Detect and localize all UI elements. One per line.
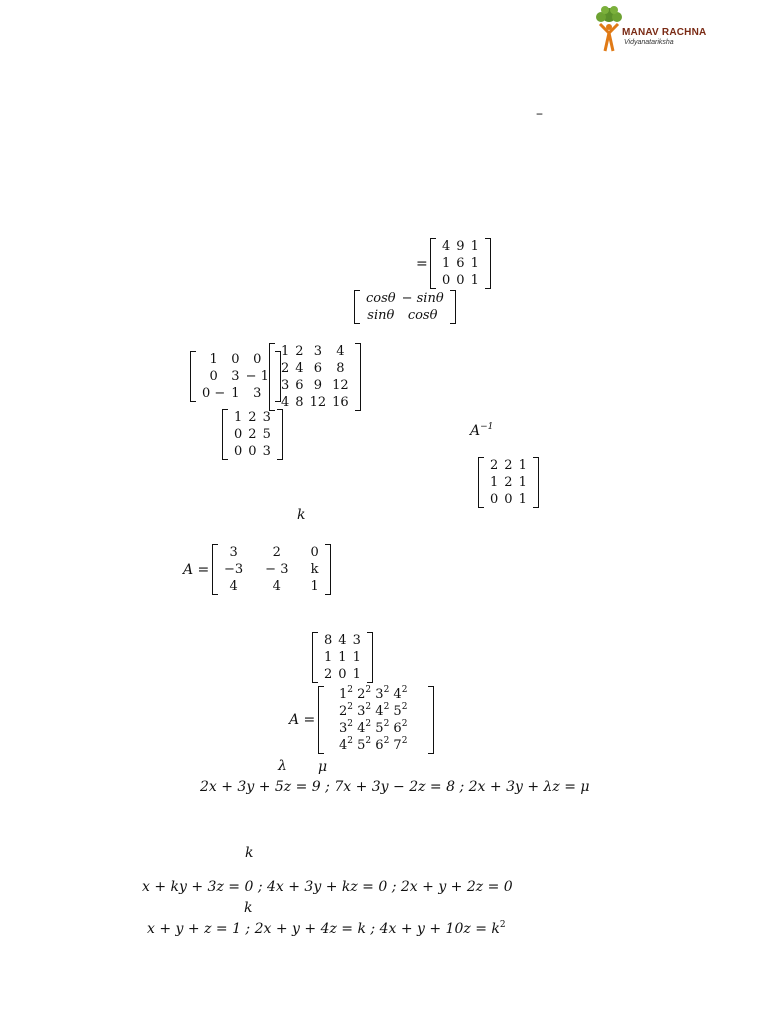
matrix-product-left [190, 351, 281, 402]
matrix-cell: 2 [272, 545, 281, 560]
matrix-product-right [269, 343, 361, 411]
right-bracket [355, 343, 361, 411]
right-bracket [450, 290, 456, 324]
matrix-a2-label: A = [289, 712, 316, 728]
equation-system-2: x + ky + 3z = 0 ; 4x + 3y + kz = 0 ; 2x + y + 2z = 0 [142, 879, 513, 895]
matrix-cell: − 1 [245, 369, 269, 384]
matrix-cell: 3 [262, 410, 271, 425]
matrix-cell: cosθ [366, 291, 396, 306]
matrix-cell: 9 [456, 239, 465, 254]
matrix-cell: 0 [310, 545, 319, 560]
matrix-cell: 12 [309, 395, 327, 410]
variable-k-3: k [244, 900, 253, 916]
matrix-cell: 16 [332, 395, 349, 410]
matrix-row: $2^2$ $3^2$ $4^2$ $5^2$ [339, 702, 408, 719]
matrix-cell: 4 [229, 579, 238, 594]
matrix-row: $3^2$ $4^2$ $5^2$ $6^2$ [339, 719, 408, 736]
matrix-cell: 1 [442, 256, 451, 271]
matrix-cell: 1 [281, 344, 290, 359]
matrix-cell: 3 [281, 378, 290, 393]
matrix-cell: 1 [338, 650, 347, 665]
right-bracket [533, 457, 539, 508]
matrix-cell: 4 [281, 395, 290, 410]
matrix-cell: 0 − [202, 386, 226, 401]
matrix-cell: 1 [470, 256, 479, 271]
matrix-cell: 1 [352, 667, 361, 682]
matrix-cell: 9 [313, 378, 322, 393]
matrix-cell: 0 [231, 352, 240, 367]
matrix-cell: 6 [313, 361, 322, 376]
matrix-cell: 2 [504, 475, 513, 490]
matrix-cell: 1 [518, 458, 527, 473]
matrix-cell: 1 [352, 650, 361, 665]
matrix-cell: 1 [490, 475, 499, 490]
variable-k-2: k [245, 845, 254, 861]
matrix-cell: 0 [338, 667, 347, 682]
stray-dash: – [536, 106, 543, 122]
matrix-1 [430, 238, 491, 289]
matrix-4 [478, 457, 539, 508]
logo-tagline: Vidyanatariksha [624, 39, 674, 46]
right-bracket [325, 544, 331, 595]
matrix-cell: 1 [518, 475, 527, 490]
matrix-cell: 3 [352, 633, 361, 648]
matrix-cell: 4 [295, 361, 304, 376]
matrix-cell: 3 [229, 545, 238, 560]
matrix-cell: 4 [338, 633, 347, 648]
matrix-cell: − 3 [265, 562, 289, 577]
matrix-cell: 4 [272, 579, 281, 594]
matrix-cell: 1 [470, 239, 479, 254]
matrix-cell: 1 [324, 650, 333, 665]
matrix-6 [312, 632, 373, 683]
matrix-cell: 0 [234, 444, 243, 459]
equation-system-3: x + y + z = 1 ; 2x + y + 4z = k ; $4x + y + 10z = k^2$ [147, 920, 506, 937]
matrix-cell: 0 [456, 273, 465, 288]
matrix-cell: 3 [313, 344, 322, 359]
equation-system-1: 2x + 3y + 5z = 9 ; 7x + 3y − 2z = 8 ; 2x + 3y + λz = μ [200, 779, 590, 795]
matrix-row: $4^2$ $5^2$ $6^2$ $7^2$ [339, 736, 408, 753]
matrix-cell: 0 [209, 369, 218, 384]
matrix-upper-triangular [222, 409, 283, 460]
matrix-cell: 1 [231, 386, 240, 401]
right-bracket [277, 409, 283, 460]
right-bracket [485, 238, 491, 289]
tree-person-icon [592, 6, 626, 56]
matrix-cell: 2 [324, 667, 333, 682]
matrix-cell: 0 [234, 427, 243, 442]
matrix-cell: k [310, 562, 319, 577]
matrix-cell: 1 [518, 492, 527, 507]
matrix-cell: 4 [442, 239, 451, 254]
matrix-cell: 2 [295, 344, 304, 359]
matrix-cell: 8 [336, 361, 345, 376]
matrix-cell: 1 [310, 579, 319, 594]
matrix-cell: 4 [336, 344, 345, 359]
matrix-cell: 2 [490, 458, 499, 473]
matrix-cell: 5 [262, 427, 271, 442]
matrix-a-with-k [212, 544, 331, 595]
logo-name: MANAV RACHNA [622, 27, 707, 38]
matrix-cell: 0 [504, 492, 513, 507]
matrix-cell: 8 [295, 395, 304, 410]
matrix-cell: 0 [248, 444, 257, 459]
matrix-squares [318, 686, 434, 754]
matrix-row: $1^2$ $2^2$ $3^2$ $4^2$ [339, 685, 408, 702]
matrix-cell: 2 [248, 427, 257, 442]
matrix-cell: −3 [224, 562, 244, 577]
rotation-matrix [354, 290, 456, 324]
matrix-cell: 3 [231, 369, 240, 384]
matrix-cell: 8 [324, 633, 333, 648]
matrix-cell: 2 [248, 410, 257, 425]
matrix-cell: 2 [281, 361, 290, 376]
matrix-cell: 1 [234, 410, 243, 425]
matrix-cell: 0 [442, 273, 451, 288]
matrix-cell: 12 [332, 378, 349, 393]
matrix-cell: 3 [253, 386, 262, 401]
variable-k-1: k [297, 507, 306, 523]
matrix-cell: sinθ [367, 308, 395, 323]
right-bracket [367, 632, 373, 683]
matrix-cell: 2 [504, 458, 513, 473]
matrix-a-label: A = [183, 562, 210, 578]
lambda-symbol: λ [278, 758, 287, 774]
matrix-cell: 0 [490, 492, 499, 507]
matrix-cell: 6 [295, 378, 304, 393]
manav-rachna-logo [592, 6, 722, 56]
matrix-cell: − sinθ [401, 291, 444, 306]
matrix-cell: cosθ [407, 308, 438, 323]
equals-sign: = [416, 256, 428, 272]
matrix-cell: 1 [209, 352, 218, 367]
matrix-cell: 3 [262, 444, 271, 459]
mu-symbol: μ [318, 759, 328, 775]
matrix-cell: 0 [253, 352, 262, 367]
matrix-cell: 1 [470, 273, 479, 288]
matrix-cell: 6 [456, 256, 465, 271]
right-bracket [428, 686, 434, 754]
a-inverse-label: $A^{-1}$ [470, 422, 494, 439]
